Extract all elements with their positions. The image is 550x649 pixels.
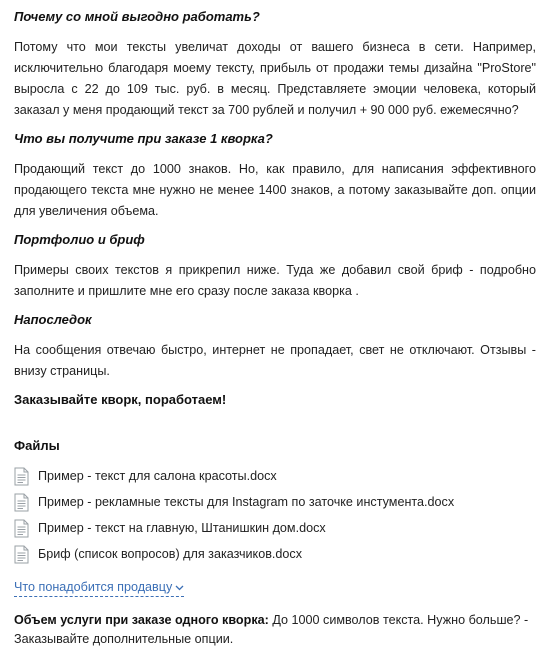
file-item[interactable]: [14, 541, 536, 567]
call-to-action: Заказывайте кворк, поработаем!: [14, 392, 227, 407]
file-name: Бриф (список вопросов) для заказчиков.docx: [38, 547, 303, 561]
service-volume: [14, 611, 536, 649]
section-heading-why: Почему со мной выгодно работать?: [14, 9, 260, 24]
file-name: Пример - рекламные тексты для Instagram по заточке инстумента.docx: [38, 495, 455, 509]
section-text-portfolio: Примеры своих текстов я прикрепил ниже. Туда же добавил свой бриф - подробно заполните и пришлите мне его сразу после заказа кворка .: [14, 263, 536, 298]
seller-needs-label: Что понадобится продавцу: [14, 580, 173, 594]
section-text-finally: На сообщения отвечаю быстро, интернет не пропадает, свет не отключают. Отзывы - внизу страницы.: [14, 343, 536, 378]
section-heading-what-you-get: Что вы получите при заказе 1 кворка?: [14, 131, 273, 146]
service-volume-text: До 1000 символов текста. Нужно больше? - Заказывайте дополнительные опции.: [14, 613, 529, 646]
chevron-down-icon: [175, 585, 184, 591]
file-item[interactable]: [14, 489, 536, 515]
document-icon: [14, 493, 29, 512]
document-icon: [14, 545, 29, 564]
file-list: [14, 463, 536, 567]
file-item[interactable]: [14, 463, 536, 489]
section-text-what-you-get: Продающий текст до 1000 знаков. Но, как правило, для написания эффективного продающего текста мне нужно не менее 1400 знаков, а потому заказывайте доп. опции для увеличения объема.: [14, 162, 536, 218]
files-title: Файлы: [14, 438, 60, 453]
document-icon: [14, 519, 29, 538]
section-text-why: Потому что мои тексты увеличат доходы от вашего бизнеса в сети. Например, исключительно благодаря моему тексту, прибыль от продажи темы дизайна "ProStore" выросла с 22 до 109 тыс. руб. в месяц. Представляете эмоции человека, который заказал у меня продающий текст за 700 рублей и получил + 90 000 руб. ежемесячно?: [14, 40, 536, 117]
file-item[interactable]: [14, 515, 536, 541]
section-heading-portfolio: Портфолио и бриф: [14, 232, 145, 247]
file-name: Пример - текст для салона красоты.docx: [38, 469, 277, 483]
seller-needs-toggle[interactable]: [14, 579, 184, 597]
section-heading-finally: Напоследок: [14, 312, 92, 327]
document-icon: [14, 467, 29, 486]
service-volume-label: Объем услуги при заказе одного кворка:: [14, 613, 269, 627]
file-name: Пример - текст на главную, Штанишкин дом.docx: [38, 521, 326, 535]
